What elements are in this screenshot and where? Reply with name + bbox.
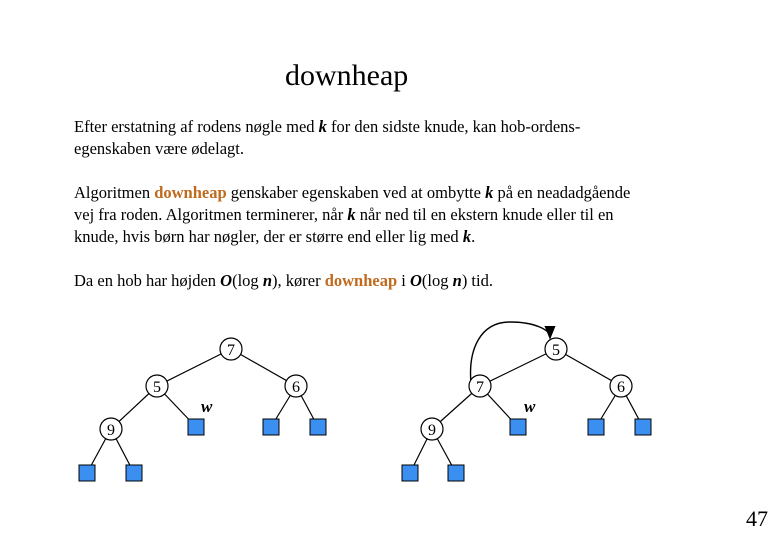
external-node: [126, 465, 142, 481]
heap-before: [79, 338, 326, 481]
text: Algoritmen: [74, 183, 155, 202]
node-key: 5: [552, 342, 560, 359]
external-node: [635, 419, 651, 435]
tree-node-left: [469, 375, 491, 397]
external-node: [510, 419, 526, 435]
key-k: k: [462, 227, 472, 246]
tree-node-root: [220, 338, 242, 360]
algorithm-name: downheap: [324, 271, 398, 290]
curved-arrow-icon: [471, 322, 550, 383]
external-node: [588, 419, 604, 435]
tree-node-left-left: [421, 418, 443, 440]
tree-node-right: [285, 375, 307, 397]
text: (log: [421, 271, 453, 290]
text: (log: [232, 271, 263, 290]
slide-title: downheap: [285, 59, 409, 92]
text: Efter erstatning af rodens nøgle med: [74, 117, 319, 136]
text: knude, hvis børn har nøgler, der er større end eller lig med: [74, 227, 463, 246]
text: når ned til en ekstern knude eller til en: [355, 205, 614, 224]
text: Da en hob har højden: [74, 271, 221, 290]
node-key: 9: [428, 422, 436, 439]
key-k: k: [318, 117, 327, 136]
tree-node-left-left: [100, 418, 122, 440]
external-node: [188, 419, 204, 435]
big-o: O: [220, 271, 233, 290]
text: genskaber egenskaben ved at ombytte: [226, 183, 486, 202]
page-number: 47: [746, 506, 768, 531]
text: vej fra roden. Algoritmen terminerer, når: [74, 205, 348, 224]
algorithm-name: downheap: [154, 183, 227, 202]
tree-node-root: [545, 338, 567, 360]
text: egenskaben være ødelagt.: [74, 139, 244, 158]
node-key: 6: [617, 379, 625, 396]
node-key: 9: [107, 422, 115, 439]
text: for den sidste knude, kan hob-ordens-: [326, 117, 581, 136]
node-key: 5: [153, 379, 161, 396]
tree-node-left: [146, 375, 168, 397]
var-n: n: [452, 271, 462, 290]
text: i: [397, 271, 410, 290]
var-n: n: [262, 271, 272, 290]
text: .: [471, 227, 476, 246]
last-node-label: w: [201, 397, 213, 416]
node-key: 7: [227, 342, 235, 359]
heap-after: [402, 322, 651, 481]
text: ), kører: [272, 271, 325, 290]
external-node: [79, 465, 95, 481]
text: ) tid.: [461, 271, 493, 290]
key-k: k: [347, 205, 356, 224]
text: på en neadadgående: [493, 183, 631, 202]
key-k: k: [485, 183, 494, 202]
external-node: [310, 419, 326, 435]
external-node: [402, 465, 418, 481]
tree-node-right: [610, 375, 632, 397]
last-node-label: w: [524, 397, 536, 416]
external-node: [448, 465, 464, 481]
node-key: 6: [292, 379, 300, 396]
big-o: O: [409, 271, 422, 290]
external-node: [263, 419, 279, 435]
node-key: 7: [476, 379, 484, 396]
